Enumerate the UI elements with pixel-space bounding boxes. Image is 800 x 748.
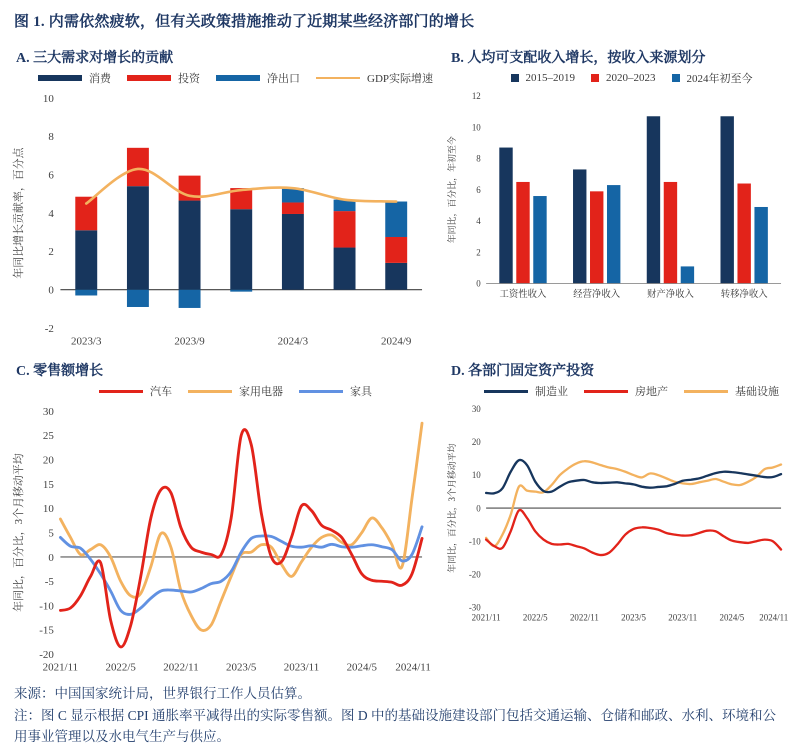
panel-a bbox=[10, 47, 433, 350]
legend-item bbox=[188, 383, 283, 399]
panel-d-title: D. 各部门固定资产投资 bbox=[451, 364, 595, 379]
svg-text:2022/11: 2022/11 bbox=[569, 612, 599, 623]
svg-text:-20: -20 bbox=[468, 569, 481, 580]
footnote: 注：图 C 显示根据 CPI 通胀率平减得出的实际零售额。图 D 中的基础设施建设部门包括交通运输、仓储和邮政、水利、环境和公用事业管理以及水电气生产与供应。 bbox=[14, 708, 777, 744]
svg-text:10: 10 bbox=[471, 122, 481, 133]
svg-text:2024/11: 2024/11 bbox=[759, 612, 789, 623]
panel-d bbox=[445, 360, 790, 676]
legend-label: 汽车 bbox=[150, 386, 172, 398]
svg-text:年同比增长贡献率，百分点: 年同比增长贡献率，百分点 bbox=[13, 147, 26, 279]
svg-text:-2: -2 bbox=[44, 322, 54, 335]
svg-text:2023/11: 2023/11 bbox=[283, 661, 320, 674]
legend-label: 投资 bbox=[178, 73, 200, 85]
panel-c-chart bbox=[10, 400, 433, 676]
legend-label: 基础设施 bbox=[735, 386, 779, 398]
panel-b-title: B. 人均可支配收入增长，按收入来源划分 bbox=[451, 51, 706, 66]
legend-label: 2024年初至今 bbox=[686, 73, 753, 85]
panel-c-title: C. 零售额增长 bbox=[16, 364, 104, 379]
svg-text:10: 10 bbox=[42, 92, 54, 105]
svg-text:2023/3: 2023/3 bbox=[71, 335, 102, 348]
panel-a-chart bbox=[10, 87, 433, 350]
charts-grid bbox=[0, 47, 800, 676]
svg-text:8: 8 bbox=[476, 153, 481, 164]
svg-text:2022/11: 2022/11 bbox=[163, 661, 199, 674]
legend-item bbox=[584, 383, 668, 399]
svg-text:年同比，百分比，3个月移动平均: 年同比，百分比，3个月移动平均 bbox=[446, 443, 457, 573]
svg-text:5: 5 bbox=[48, 527, 54, 540]
legend-item bbox=[672, 70, 753, 86]
svg-text:8: 8 bbox=[48, 131, 54, 144]
svg-text:15: 15 bbox=[42, 478, 54, 491]
svg-text:10: 10 bbox=[471, 470, 481, 481]
legend-swatch-icon bbox=[127, 75, 171, 81]
svg-text:2023/5: 2023/5 bbox=[621, 612, 646, 623]
svg-text:0: 0 bbox=[476, 503, 481, 514]
legend-swatch-icon bbox=[99, 390, 143, 393]
svg-text:-5: -5 bbox=[44, 576, 54, 589]
legend-swatch-icon bbox=[299, 390, 343, 393]
svg-text:-15: -15 bbox=[39, 624, 54, 637]
legend-swatch-icon bbox=[672, 74, 680, 82]
svg-text:2021/11: 2021/11 bbox=[42, 661, 79, 674]
legend-swatch-icon bbox=[591, 74, 599, 82]
svg-text:20: 20 bbox=[42, 454, 54, 467]
legend-item bbox=[99, 383, 172, 399]
legend-item bbox=[127, 70, 200, 86]
svg-text:6: 6 bbox=[48, 169, 54, 182]
legend-item bbox=[316, 70, 433, 86]
svg-text:-10: -10 bbox=[39, 600, 54, 613]
legend-label: 家具 bbox=[350, 386, 372, 398]
figure-title: 图 1. 内需依然疲软，但有关政策措施推动了近期某些经济部门的增长 bbox=[14, 14, 475, 30]
legend-swatch-icon bbox=[511, 74, 519, 82]
legend-swatch-icon bbox=[584, 390, 628, 393]
svg-text:6: 6 bbox=[476, 184, 481, 195]
svg-text:25: 25 bbox=[42, 430, 54, 443]
legend-swatch-icon bbox=[316, 77, 360, 79]
svg-text:-10: -10 bbox=[468, 536, 481, 547]
svg-text:年同比，百分比，年初至今: 年同比，百分比，年初至今 bbox=[446, 136, 457, 244]
svg-text:2024/5: 2024/5 bbox=[719, 612, 745, 623]
svg-text:4: 4 bbox=[476, 216, 481, 227]
panel-d-legend bbox=[473, 382, 790, 400]
svg-text:0: 0 bbox=[48, 284, 54, 297]
legend-swatch-icon bbox=[188, 390, 232, 393]
legend-label: GDP实际增速 bbox=[367, 73, 434, 85]
svg-text:0: 0 bbox=[48, 551, 54, 564]
legend-item bbox=[216, 70, 300, 86]
legend-label: 消费 bbox=[89, 73, 111, 85]
footer bbox=[0, 676, 800, 748]
svg-text:12: 12 bbox=[471, 91, 481, 102]
svg-text:4: 4 bbox=[48, 207, 54, 220]
legend-item bbox=[299, 383, 372, 399]
svg-text:2023/9: 2023/9 bbox=[174, 335, 205, 348]
legend-item bbox=[511, 72, 576, 84]
svg-text:经营净收入: 经营净收入 bbox=[573, 290, 621, 301]
svg-text:2024/11: 2024/11 bbox=[395, 661, 431, 674]
svg-text:2: 2 bbox=[48, 246, 54, 259]
svg-text:30: 30 bbox=[471, 404, 481, 415]
svg-text:2023/11: 2023/11 bbox=[668, 612, 698, 623]
legend-label: 2020–2023 bbox=[606, 72, 656, 84]
svg-text:年同比，百分比，3个月移动平均: 年同比，百分比，3个月移动平均 bbox=[13, 453, 26, 612]
legend-swatch-icon bbox=[684, 390, 728, 393]
panel-a-title: A. 三大需求对增长的贡献 bbox=[16, 51, 174, 66]
svg-text:2024/3: 2024/3 bbox=[277, 335, 309, 348]
panel-a-legend bbox=[38, 69, 433, 87]
legend-swatch-icon bbox=[38, 75, 82, 81]
svg-text:-30: -30 bbox=[468, 602, 481, 613]
svg-text:10: 10 bbox=[42, 503, 54, 516]
panel-b-chart bbox=[445, 87, 790, 301]
svg-text:2022/5: 2022/5 bbox=[522, 612, 548, 623]
legend-item bbox=[591, 72, 656, 84]
panel-b-legend bbox=[473, 69, 790, 87]
legend-item bbox=[484, 383, 568, 399]
svg-text:2021/11: 2021/11 bbox=[471, 612, 501, 623]
svg-text:工资性收入: 工资性收入 bbox=[499, 290, 547, 301]
legend-item bbox=[684, 383, 779, 399]
svg-text:20: 20 bbox=[471, 437, 481, 448]
svg-text:30: 30 bbox=[42, 405, 54, 418]
legend-swatch-icon bbox=[216, 75, 260, 81]
legend-item bbox=[38, 70, 111, 86]
svg-text:2023/5: 2023/5 bbox=[226, 661, 257, 674]
svg-text:转移净收入: 转移净收入 bbox=[720, 290, 768, 301]
panel-c bbox=[10, 360, 433, 676]
svg-text:2024/9: 2024/9 bbox=[381, 335, 412, 348]
panel-b bbox=[445, 47, 790, 350]
legend-swatch-icon bbox=[484, 390, 528, 393]
legend-label: 家用电器 bbox=[239, 386, 283, 398]
svg-text:2024/5: 2024/5 bbox=[346, 661, 377, 674]
svg-text:2: 2 bbox=[476, 247, 481, 258]
panel-d-chart bbox=[445, 400, 790, 625]
svg-text:-20: -20 bbox=[39, 649, 54, 662]
legend-label: 制造业 bbox=[535, 386, 568, 398]
legend-label: 净出口 bbox=[267, 73, 300, 85]
source-note: 来源：中国国家统计局，世界银行工作人员估算。 bbox=[14, 686, 311, 702]
legend-label: 2015–2019 bbox=[525, 72, 575, 84]
panel-c-legend bbox=[38, 382, 433, 400]
legend-label: 房地产 bbox=[635, 386, 668, 398]
svg-text:2022/5: 2022/5 bbox=[105, 661, 136, 674]
svg-text:财产净收入: 财产净收入 bbox=[647, 290, 694, 301]
svg-text:0: 0 bbox=[476, 278, 481, 289]
